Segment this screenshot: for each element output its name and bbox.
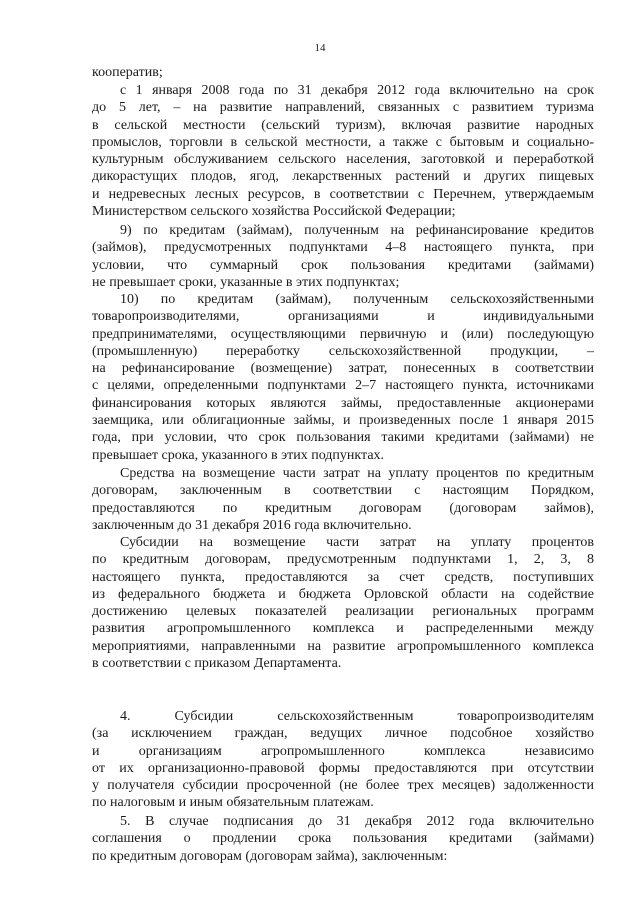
text-line: заемщика, или облигационные займы, и произведенных после 1 января 2015: [92, 413, 594, 429]
text-line: финансирования которых являются займы, предоставленные акционерами: [92, 395, 594, 411]
text-line: и недревесных лесных ресурсов, в соответствии с Перечнем, утверждаемым: [92, 186, 594, 202]
text-line: дикорастущих плодов, ягод, лекарственных растений и других пищевых: [92, 169, 594, 185]
text-line: культурным обслуживанием сельского населения, заготовкой и переработкой: [92, 152, 594, 168]
paragraph: [92, 708, 594, 812]
text-line: не превышает сроки, указанные в этих подпунктах;: [92, 274, 400, 290]
text-line: Субсидии на возмещение части затрат на уплату процентов: [120, 535, 594, 550]
text-line: и организациям агропромышленного комплекса независимо: [92, 743, 594, 759]
text-line: предпринимателями, осуществляющими первичную и (или) последующую: [92, 326, 594, 342]
text-line: с целями, определенными подпунктами 2–7 настоящего пункта, источниками: [92, 378, 594, 394]
text-line: заключенным до 31 декабря 2016 года включительно.: [92, 517, 412, 533]
text-line: 5. В случае подписания до 31 декабря 2012 года включительно: [120, 814, 594, 829]
text-line: в соответствии с приказом Департамента.: [92, 656, 342, 672]
text-line: в сельской местности (сельский туризм), включая развитие народных: [92, 117, 594, 133]
paragraph: [92, 222, 594, 291]
text-line: у получателя субсидии просроченной (не более трех месяцев) задолженности: [92, 778, 594, 794]
text-line: договорам, заключенным в соответствии с настоящим Порядком,: [92, 483, 594, 499]
text-line: 4. Субсидии сельскохозяйственным товаропроизводителям: [120, 709, 594, 724]
text-line: 9) по кредитам (займам), полученным на рефинансирование кредитов: [120, 223, 594, 238]
text-line: кооператив;: [92, 65, 163, 80]
text-line: соглашения о продлении срока пользования кредитами (займами): [92, 831, 594, 847]
text-line: по кредитным договорам (договорам займа), заключенным:: [92, 848, 448, 864]
paragraph: [92, 82, 594, 220]
paragraph: [92, 465, 594, 534]
text-line: года, при условии, что срок пользования такими кредитами (займами) не: [92, 430, 594, 446]
text-line: по налоговым и иным обязательным платежам.: [92, 795, 374, 811]
text-line: достижению целевых показателей реализации региональных программ: [92, 604, 594, 620]
text-line: до 5 лет, – на развитие направлений, связанных с развитием туризма: [92, 100, 594, 116]
text-line: настоящего пункта, предоставляются за счет средств, поступивших: [92, 569, 594, 585]
text-line: (займов), предусмотренных подпунктами 4–8 настоящего пункта, при: [92, 240, 594, 256]
text-line: Министерством сельского хозяйства Российской Федерации;: [92, 204, 456, 220]
text-line: условии, что суммарный срок пользования кредитами (займами): [92, 257, 594, 273]
text-line: мероприятиями, направленными на развитие агропромышленного комплекса: [92, 638, 594, 654]
text-line: развития агропромышленного комплекса и распределенными между: [92, 621, 594, 637]
text-line: (за исключением граждан, ведущих личное подсобное хозяйство: [92, 726, 594, 742]
text-line: от их организационно-правовой формы предоставляются при отсутствии: [92, 760, 594, 776]
text-line: товаропроизводителями, организациями и индивидуальными: [92, 309, 594, 325]
paragraph: [92, 291, 594, 464]
text-line: с 1 января 2008 года по 31 декабря 2012 года включительно на срок: [120, 83, 594, 98]
text-line: на рефинансирование (возмещение) затрат, понесенных в соответствии: [92, 361, 594, 377]
text-line: 10) по кредитам (займам), полученным сельскохозяйственными: [120, 292, 594, 307]
text-line: (промышленную) переработку сельскохозяйственной продукции, –: [92, 343, 594, 359]
page-number: 14: [314, 42, 326, 54]
text-line: из федерального бюджета и бюджета Орловской области на содействие: [92, 586, 594, 602]
text-line: промыслов, торговли в сельской местности, а также с бытовым и социально-: [92, 134, 594, 150]
text-line: превышает срока, указанного в этих подпунктах.: [92, 447, 385, 463]
text-line: Средства на возмещение части затрат на уплату процентов по кредитным: [120, 466, 594, 481]
text-line: предоставляются по кредитным договорам (договорам займов),: [92, 500, 594, 516]
paragraph: [92, 534, 594, 672]
paragraph: [92, 813, 594, 865]
text-line: по кредитным договорам, предусмотренным подпунктами 1, 2, 3, 8: [92, 552, 594, 568]
paragraph: [92, 64, 594, 81]
